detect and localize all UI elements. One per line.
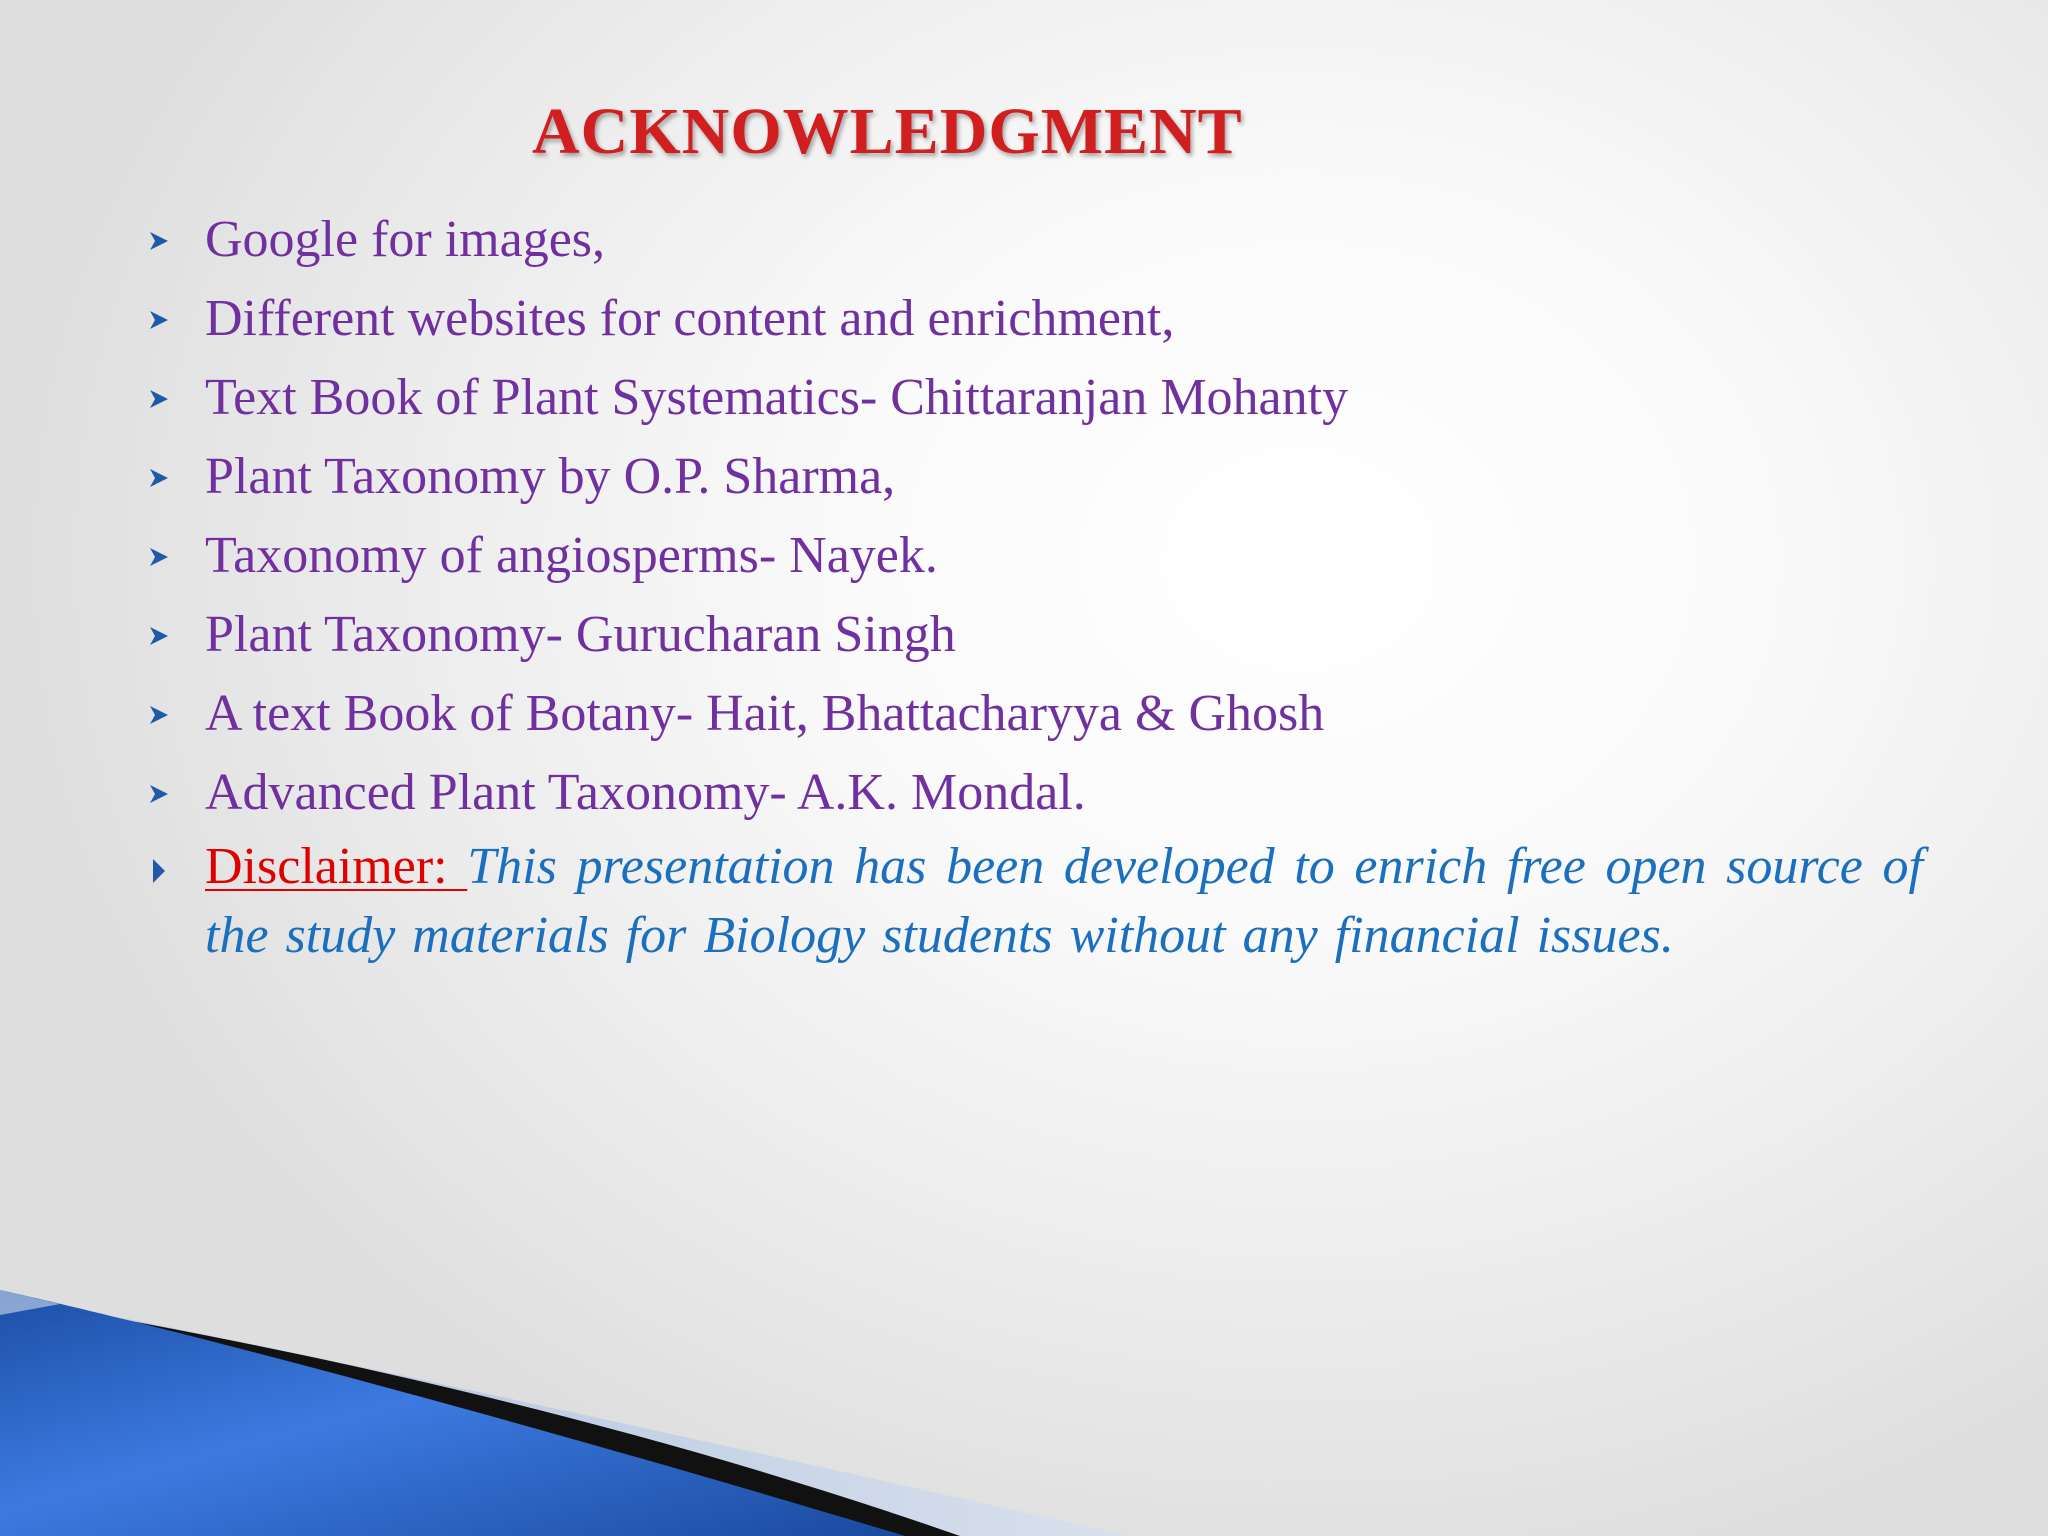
chevron-arrow-icon bbox=[148, 230, 170, 252]
list-item-text: Different websites for content and enrichment, bbox=[205, 290, 1175, 347]
acknowledgment-list bbox=[148, 200, 1928, 970]
slide-title: ACKNOWLEDGMENT bbox=[532, 95, 1243, 168]
list-item bbox=[148, 279, 1928, 358]
list-item bbox=[148, 674, 1928, 753]
chevron-arrow-icon bbox=[148, 309, 170, 331]
list-item-text: Plant Taxonomy by O.P. Sharma, bbox=[205, 448, 896, 505]
list-item bbox=[148, 358, 1928, 437]
list-item-text: Plant Taxonomy- Gurucharan Singh bbox=[205, 606, 956, 663]
chevron-arrow-icon bbox=[148, 783, 170, 805]
disclaimer-text: This presentation has been developed to enrich free open source of the study materials for Biology students without any financial issues. bbox=[205, 838, 1923, 964]
list-item-text: Text Book of Plant Systematics- Chittaranjan Mohanty bbox=[205, 369, 1349, 426]
list-item-text: A text Book of Botany- Hait, Bhattacharyya & Ghosh bbox=[205, 685, 1325, 742]
chevron-arrow-icon bbox=[148, 388, 170, 410]
chevron-arrow-icon bbox=[148, 625, 170, 647]
list-item bbox=[148, 437, 1928, 516]
list-item bbox=[148, 753, 1928, 832]
list-item-text: Advanced Plant Taxonomy- A.K. Mondal. bbox=[205, 764, 1086, 821]
list-item bbox=[148, 595, 1928, 674]
disclaimer-paragraph bbox=[205, 832, 1923, 970]
triangle-right-icon bbox=[151, 857, 167, 885]
disclaimer-item bbox=[148, 832, 1975, 970]
list-item bbox=[148, 516, 1928, 595]
chevron-arrow-icon bbox=[148, 467, 170, 489]
list-item bbox=[148, 200, 1928, 279]
list-item-text: Google for images, bbox=[205, 211, 606, 268]
chevron-arrow-icon bbox=[148, 704, 170, 726]
disclaimer-label: Disclaimer: bbox=[205, 838, 468, 895]
chevron-arrow-icon bbox=[148, 546, 170, 568]
list-item-text: Taxonomy of angiosperms- Nayek. bbox=[205, 527, 938, 584]
